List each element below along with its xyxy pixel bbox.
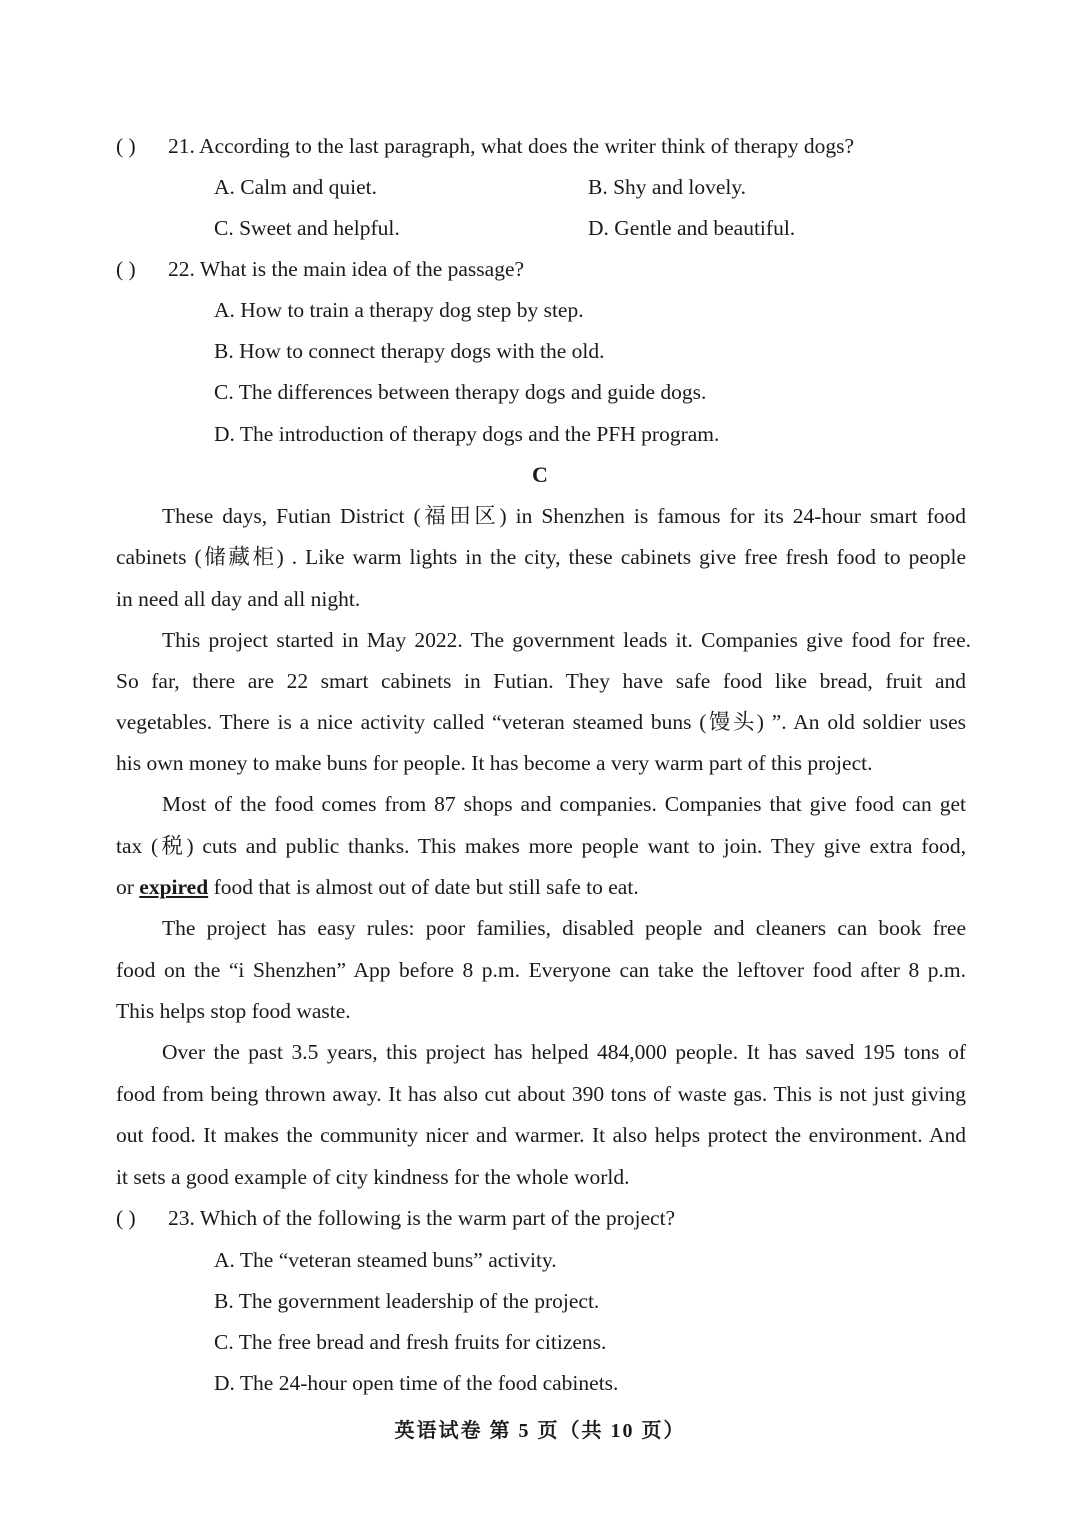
passage-line: out food. It makes the community nicer and warmer. It also helps protect the environment. And (116, 1123, 966, 1147)
q21-option-d: D. Gentle and beautiful. (588, 216, 796, 240)
q21-option-c: C. Sweet and helpful. (214, 216, 400, 240)
passage-line: in need all day and all night. (116, 587, 361, 611)
answer-bracket: ( ) (116, 134, 136, 158)
q23-option-a: A. The “veteran steamed buns” activity. (214, 1248, 557, 1272)
answer-bracket: ( ) (116, 1206, 136, 1230)
passage-line: Over the past 3.5 years, this project has helped 484,000 people. It has saved 195 tons of (162, 1040, 966, 1064)
q23-option-d: D. The 24-hour open time of the food cabinets. (214, 1371, 619, 1395)
passage-line: food from being thrown away. It has also cut about 390 tons of waste gas. This is not just giving (116, 1082, 966, 1106)
section-heading: C (532, 462, 548, 487)
question-21-stem: 21. According to the last paragraph, what does the writer think of therapy dogs? (168, 134, 855, 158)
answer-bracket: ( ) (116, 257, 136, 281)
passage-line: This helps stop food waste. (116, 999, 351, 1023)
q22-option-d: D. The introduction of therapy dogs and the PFH program. (214, 422, 720, 446)
question-22-stem: 22. What is the main idea of the passage? (168, 257, 525, 281)
passage-line: vegetables. There is a nice activity called “veteran steamed buns (馒头) ”. An old soldier uses (116, 710, 966, 734)
page-footer: 英语试卷 第 5 页（共 10 页） (394, 1420, 686, 1442)
q21-option-a: A. Calm and quiet. (214, 175, 378, 199)
q21-option-b: B. Shy and lovely. (588, 175, 747, 199)
passage-line: So far, there are 22 smart cabinets in Futian. They have safe food like bread, fruit and (116, 669, 966, 693)
passage-line: This project started in May 2022. The government leads it. Companies give food for free. (162, 628, 971, 652)
q22-option-a: A. How to train a therapy dog step by step. (214, 298, 584, 322)
passage-line: These days, Futian District (福田区) in Shenzhen is famous for its 24-hour smart food (162, 504, 966, 528)
question-23-stem: 23. Which of the following is the warm part of the project? (168, 1206, 676, 1230)
passage-line: his own money to make buns for people. It has become a very warm part of this project. (116, 751, 873, 775)
passage-text: food that is almost out of date but still safe to eat. (208, 875, 639, 899)
passage-line: it sets a good example of city kindness for the whole world. (116, 1165, 630, 1189)
highlighted-word-expired: expired (139, 875, 209, 899)
passage-line: tax (税) cuts and public thanks. This makes more people want to join. They give extra food, (116, 834, 966, 858)
passage-text: or (116, 875, 140, 899)
q22-option-c: C. The differences between therapy dogs and guide dogs. (214, 380, 707, 404)
passage-line: food on the “i Shenzhen” App before 8 p.m. Everyone can take the leftover food after 8 p.m. (116, 958, 966, 982)
q23-option-c: C. The free bread and fresh fruits for citizens. (214, 1330, 607, 1354)
q22-option-b: B. How to connect therapy dogs with the old. (214, 339, 605, 363)
passage-line: The project has easy rules: poor families, disabled people and cleaners can book free (162, 916, 966, 940)
q23-option-b: B. The government leadership of the project. (214, 1289, 600, 1313)
passage-line: cabinets (储藏柜) . Like warm lights in the city, these cabinets give free fresh food to people (116, 545, 966, 569)
passage-line: Most of the food comes from 87 shops and companies. Companies that give food can get (162, 792, 966, 816)
passage-line (116, 873, 639, 901)
